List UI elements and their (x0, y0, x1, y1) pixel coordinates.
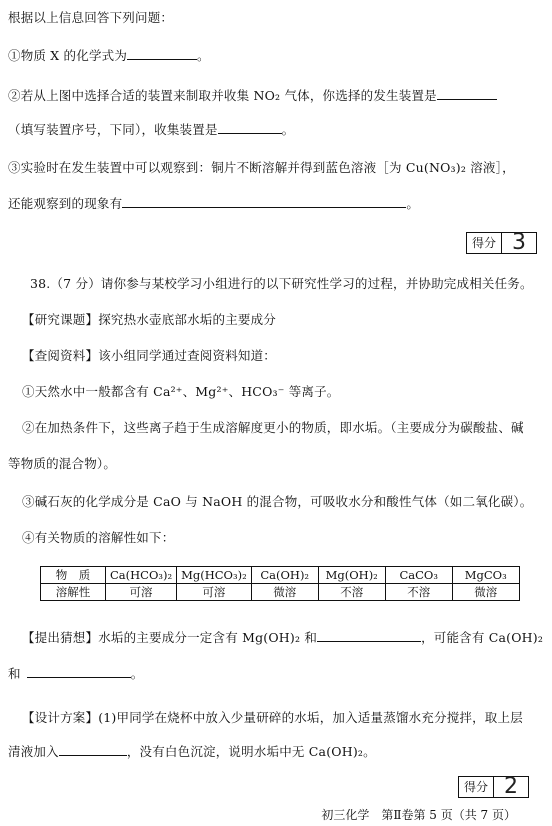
solubility-table (40, 566, 520, 601)
page-footer: 初三化学 第Ⅱ卷第 5 页（共 7 页） (321, 808, 516, 822)
table-cell: 微溶 (452, 584, 519, 601)
text: 。 (406, 196, 420, 211)
question-2 (8, 86, 497, 104)
answer-blank[interactable] (218, 121, 282, 134)
hypothesis-cont (8, 664, 143, 682)
table-cell: Ca(OH)₂ (251, 567, 318, 584)
text: 。 (130, 666, 144, 681)
score-label: 得分 (459, 777, 494, 797)
score-box (458, 776, 529, 798)
answer-blank[interactable] (122, 195, 406, 208)
answer-blank[interactable] (437, 87, 497, 100)
text: 【提出猜想】水垢的主要成分一定含有 Mg(OH)₂ 和 (22, 630, 318, 645)
score-value: 3 (512, 230, 527, 255)
text: ③实验时在发生装置中可以观察到：铜片不断溶解并得到蓝色溶液［为 Cu(NO₃)₂ 溶液］， (8, 160, 515, 175)
text: ①物质 X 的化学式为 (8, 48, 128, 63)
table-cell: CaCO₃ (385, 567, 452, 584)
text: 和 (8, 666, 21, 681)
table-row (41, 567, 520, 584)
table-cell: MgCO₃ (452, 567, 519, 584)
text: ③碱石灰的化学成分是 CaO 与 NaOH 的混合物，可吸收水分和酸性气体（如二氧化碳）。 (22, 494, 533, 509)
table-cell: Ca(HCO₃)₂ (106, 567, 177, 584)
table-cell: 溶解性 (41, 584, 106, 601)
instruction-line (8, 8, 173, 26)
text: ②若从上图中选择合适的装置来制取并收集 NO₂ 气体，你选择的发生装置是 (8, 88, 437, 103)
answer-blank[interactable] (59, 743, 127, 756)
text: ①天然水中一般都含有 Ca²⁺、Mg²⁺、HCO₃⁻ 等离子。 (22, 384, 340, 399)
research-topic (22, 310, 276, 328)
text: 【查阅资料】该小组同学通过查阅资料知道： (22, 348, 277, 363)
question-38-header (30, 274, 533, 292)
table-row (41, 584, 520, 601)
answer-blank[interactable] (317, 629, 421, 642)
text: ④有关物质的溶解性如下： (22, 530, 175, 545)
text: 38.（7 分）请你参与某校学习小组进行的以下研究性学习的过程，并协助完成相关任务。 (30, 276, 533, 291)
text: 等物质的混合物）。 (8, 456, 117, 471)
text: 【设计方案】(1)甲同学在烧杯中放入少量研碎的水垢，加入适量蒸馏水充分搅拌，取上层 (22, 710, 523, 725)
score-value: 2 (504, 774, 519, 799)
text: 根据以上信息回答下列问题： (8, 10, 174, 25)
reference-1 (22, 382, 340, 400)
question-3-cont (8, 194, 419, 212)
table-cell: 不溶 (318, 584, 385, 601)
reference-2-cont (8, 454, 116, 472)
design-plan (22, 708, 523, 726)
text: ，可能含有 Ca(OH)₂ (421, 630, 544, 645)
text: （填写装置序号，下同），收集装置是 (8, 122, 218, 137)
text: ②在加热条件下，这些离子趋于生成溶解度更小的物质，即水垢。（主要成分为碳酸盐、碱 (22, 420, 524, 435)
text: 还能观察到的现象有 (8, 196, 123, 211)
table-cell: 可溶 (177, 584, 252, 601)
table-cell: 微溶 (251, 584, 318, 601)
question-1 (8, 46, 210, 64)
reference-4 (22, 528, 174, 546)
question-3 (8, 158, 515, 176)
reference-intro (22, 346, 276, 364)
score-box (466, 232, 537, 254)
table-cell: Mg(HCO₃)₂ (177, 567, 252, 584)
text: ，没有白色沉淀，说明水垢中无 Ca(OH)₂。 (126, 744, 376, 759)
answer-blank[interactable] (127, 47, 197, 60)
text: 【研究课题】探究热水壶底部水垢的主要成分 (22, 312, 277, 327)
table-cell: 不溶 (385, 584, 452, 601)
table-cell: 可溶 (106, 584, 177, 601)
text: 清液加入 (8, 744, 59, 759)
table-cell: Mg(OH)₂ (318, 567, 385, 584)
question-2-cont (8, 120, 294, 138)
text: 。 (197, 48, 210, 63)
hypothesis (22, 628, 543, 646)
table-cell: 物 质 (41, 567, 106, 584)
reference-3 (22, 492, 532, 510)
answer-blank[interactable] (27, 665, 131, 678)
design-plan-cont (8, 742, 376, 760)
reference-2 (22, 418, 524, 436)
text: 。 (281, 122, 295, 137)
score-label: 得分 (467, 233, 502, 253)
